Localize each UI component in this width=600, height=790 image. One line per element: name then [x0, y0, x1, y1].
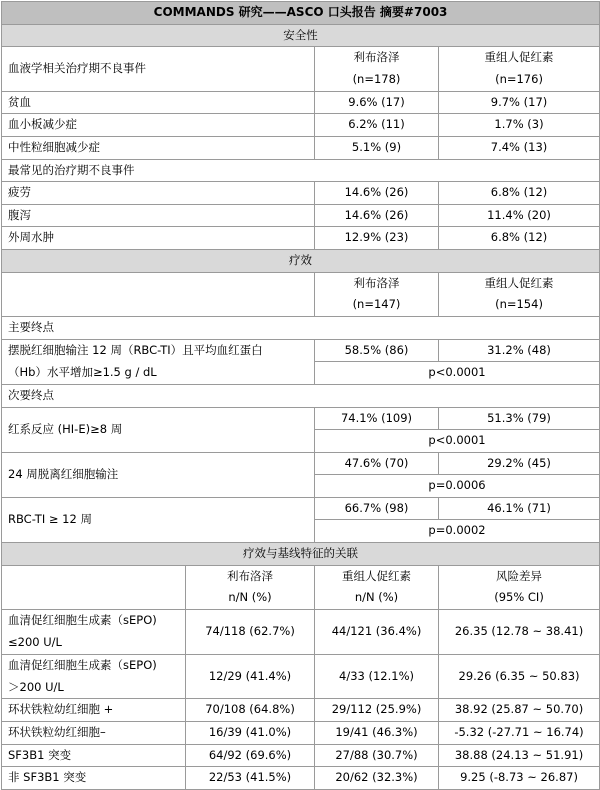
results-table — [1, 1, 600, 790]
efficacy-col-epo — [439, 272, 600, 317]
safety-group1-label: 血液学相关治疗期不良事件 — [2, 47, 315, 92]
row-label: 环状铁粒幼红细胞– — [2, 722, 186, 745]
table-row — [2, 114, 600, 137]
value-lipuluoze: 74.1% (109) — [315, 407, 439, 430]
value-risk-diff: 38.88 (24.13 ~ 51.91) — [439, 744, 600, 767]
value-risk-diff: 29.26 (6.35 ~ 50.83) — [439, 654, 600, 699]
value-epo: 44/121 (36.4%) — [315, 610, 439, 655]
row-label: 24 周脱离红细胞输注 — [2, 452, 315, 497]
row-label — [2, 654, 186, 699]
value-lipuluoze: 22/53 (41.5%) — [186, 767, 315, 790]
safety-col-epo — [439, 47, 600, 92]
efficacy-column-header-row — [2, 272, 600, 317]
value-risk-diff: 26.35 (12.78 ~ 38.41) — [439, 610, 600, 655]
value-lipuluoze: 12.9% (23) — [315, 227, 439, 250]
efficacy-col-lipuluoze — [315, 272, 439, 317]
safety-header-row — [2, 24, 600, 47]
table-row — [2, 610, 600, 655]
commands-table-document — [1, 1, 599, 785]
table-row — [2, 136, 600, 159]
column-name: 利布洛泽 — [353, 275, 400, 290]
secondary-endpoint-row — [2, 497, 600, 520]
value-lipuluoze: 74/118 (62.7%) — [186, 610, 315, 655]
value-lipuluoze: 16/39 (41.0%) — [186, 722, 315, 745]
row-label: 血小板减少症 — [2, 114, 315, 137]
row-label: 环状铁粒幼红细胞 + — [2, 699, 186, 722]
value-epo: 27/88 (30.7%) — [315, 744, 439, 767]
table-row — [2, 91, 600, 114]
value-lipuluoze: 12/29 (41.4%) — [186, 654, 315, 699]
efficacy-section-header: 疗效 — [2, 249, 600, 272]
column-n: (n=178) — [352, 71, 401, 86]
column-sub: n/N (%) — [354, 590, 399, 605]
value-epo: 7.4% (13) — [439, 136, 600, 159]
group-label-row — [2, 384, 600, 407]
value-epo: 31.2% (48) — [439, 339, 600, 362]
value-lipuluoze: 66.7% (98) — [315, 497, 439, 520]
secondary-endpoint-row — [2, 407, 600, 430]
value-lipuluoze: 58.5% (86) — [315, 339, 439, 362]
value-risk-diff: 9.25 (-8.73 ~ 26.87) — [439, 767, 600, 790]
value-epo: 4/33 (12.1%) — [315, 654, 439, 699]
column-name: 重组人促红素 — [342, 568, 411, 583]
group-label-row — [2, 317, 600, 340]
table-title: COMMANDS 研究——ASCO 口头报告 摘要#7003 — [2, 2, 600, 25]
safety-col-lipuluoze — [315, 47, 439, 92]
value-risk-diff: 38.92 (25.87 ~ 50.70) — [439, 699, 600, 722]
row-label: RBC-TI ≥ 12 周 — [2, 497, 315, 542]
row-label: 中性粒细胞减少症 — [2, 136, 315, 159]
row-label: SF3B1 突变 — [2, 744, 186, 767]
p-value: p=0.0002 — [315, 520, 600, 543]
value-epo: 19/41 (46.3%) — [315, 722, 439, 745]
row-label: 非 SF3B1 突变 — [2, 767, 186, 790]
row-label: 红系反应 (HI-E)≥8 周 — [2, 407, 315, 452]
safety-section-header: 安全性 — [2, 24, 600, 47]
column-name: 利布洛泽 — [353, 50, 400, 65]
value-lipuluoze: 64/92 (69.6%) — [186, 744, 315, 767]
p-value: p<0.0001 — [315, 430, 600, 453]
primary-endpoint-row — [2, 339, 600, 362]
table-row — [2, 744, 600, 767]
value-lipuluoze: 5.1% (9) — [315, 136, 439, 159]
column-sub: n/N (%) — [228, 590, 272, 605]
row-label-line1: 血清促红细胞生成素（sEPO) — [8, 613, 157, 628]
table-row — [2, 204, 600, 227]
row-label-line1: 摆脱红细胞输注 12 周（RBC-TI）且平均血红蛋白 — [8, 343, 263, 358]
p-value: p<0.0001 — [315, 362, 600, 385]
column-name: 利布洛泽 — [227, 568, 273, 583]
row-label-line2: ＞200 U/L — [8, 679, 64, 694]
value-lipuluoze: 47.6% (70) — [315, 452, 439, 475]
column-name: 重组人促红素 — [484, 50, 554, 65]
row-label: 贫血 — [2, 91, 315, 114]
value-epo: 51.3% (79) — [439, 407, 600, 430]
table-row — [2, 654, 600, 699]
column-n: (n=147) — [352, 297, 401, 312]
value-epo: 46.1% (71) — [439, 497, 600, 520]
row-label-line1: 血清促红细胞生成素（sEPO) — [8, 657, 157, 672]
baseline-col-epo — [315, 565, 439, 610]
baseline-column-header-row — [2, 565, 600, 610]
column-name: 重组人促红素 — [484, 275, 554, 290]
baseline-col-risk-diff — [439, 565, 600, 610]
secondary-endpoint-label: 次要终点 — [2, 384, 600, 407]
value-lipuluoze: 14.6% (26) — [315, 204, 439, 227]
column-sub: (95% CI) — [494, 590, 544, 605]
value-lipuluoze: 14.6% (26) — [315, 182, 439, 205]
title-row — [2, 2, 600, 25]
empty-cell — [2, 565, 186, 610]
group-label-row — [2, 159, 600, 182]
value-epo: 11.4% (20) — [439, 204, 600, 227]
value-epo: 1.7% (3) — [439, 114, 600, 137]
value-lipuluoze: 70/108 (64.8%) — [186, 699, 315, 722]
value-epo: 6.8% (12) — [439, 227, 600, 250]
value-lipuluoze: 9.6% (17) — [315, 91, 439, 114]
row-label: 疲劳 — [2, 182, 315, 205]
row-label: 外周水肿 — [2, 227, 315, 250]
row-label: 腹泻 — [2, 204, 315, 227]
secondary-endpoint-row — [2, 452, 600, 475]
column-name: 风险差异 — [496, 568, 543, 583]
empty-cell — [2, 272, 315, 317]
value-epo: 29/112 (25.9%) — [315, 699, 439, 722]
row-label — [2, 610, 186, 655]
safety-column-header-row — [2, 47, 600, 92]
baseline-section-header: 疗效与基线特征的关联 — [2, 543, 600, 566]
table-row — [2, 227, 600, 250]
safety-group2-label: 最常见的治疗期不良事件 — [2, 159, 600, 182]
table-row — [2, 767, 600, 790]
table-row — [2, 699, 600, 722]
table-row — [2, 722, 600, 745]
row-label — [2, 339, 315, 384]
baseline-col-lipuluoze — [186, 565, 315, 610]
value-epo: 20/62 (32.3%) — [315, 767, 439, 790]
primary-endpoint-label: 主要终点 — [2, 317, 600, 340]
table-row — [2, 182, 600, 205]
value-epo: 29.2% (45) — [439, 452, 600, 475]
p-value: p=0.0006 — [315, 475, 600, 498]
efficacy-header-row — [2, 249, 600, 272]
value-lipuluoze: 6.2% (11) — [315, 114, 439, 137]
value-epo: 9.7% (17) — [439, 91, 600, 114]
row-label-line2: ≤200 U/L — [8, 635, 62, 650]
baseline-header-row — [2, 543, 600, 566]
column-n: (n=176) — [495, 71, 543, 86]
value-risk-diff: -5.32 (-27.71 ~ 16.74) — [439, 722, 600, 745]
value-epo: 6.8% (12) — [439, 182, 600, 205]
row-label-line2: （Hb）水平增加≥1.5 g / dL — [8, 364, 157, 379]
column-n: (n=154) — [495, 297, 543, 312]
